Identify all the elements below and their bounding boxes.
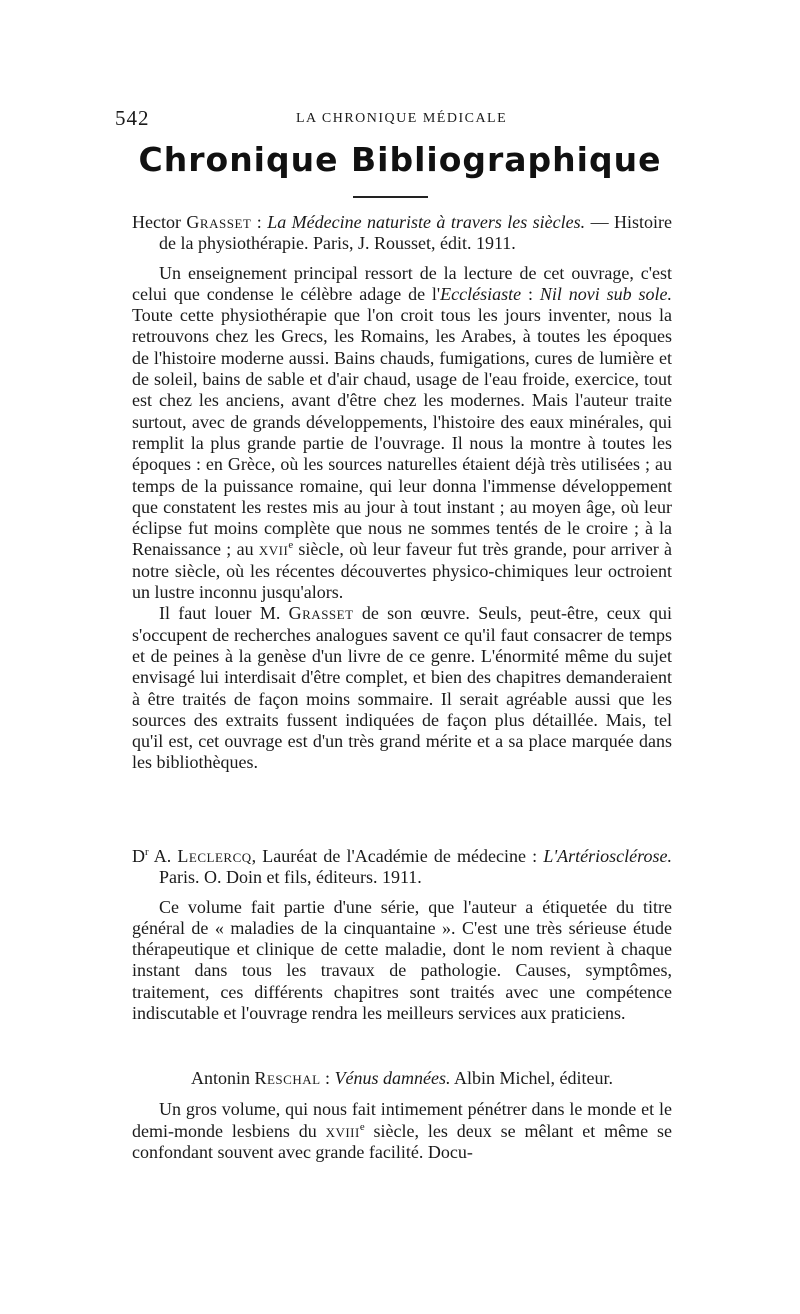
author-affiliation: , Lauréat de l'Académie de médecine : xyxy=(251,846,544,866)
author-first-name: Hector xyxy=(132,212,181,232)
author-first-name: Antonin xyxy=(190,1068,250,1088)
page-number: 542 xyxy=(115,106,150,130)
review-paragraph xyxy=(132,263,672,604)
review-leclercq xyxy=(132,846,672,1024)
century-numeral: xviii xyxy=(325,1120,360,1141)
author-first-name: A. xyxy=(148,846,178,866)
text-run: siècle, où leur faveur fut très grande, pour arriver à notre siècle, où les récentes découvertes physico-chimiques leur octroient un lustre inconnu jusqu'alors. xyxy=(132,539,673,603)
author-last-name: Leclercq xyxy=(177,846,252,866)
text-run: Toute cette physiothérapie que l'on croit tous les jours inventer, nous la retrouvons chez les Grecs, les Romains, les Arabes, à toutes les époques de l'histoire moderne aussi. Bains chauds, fumigations, cures de lumière et de soleil, bains de sable et d'air chaud, usage de l'eau froide, exercice, tout est chez les anciens, avant d'être chez les modernes. Mais l'auteur traite surtout, avec de grands développements, l'histoire des eaux minérales, qui remplit la plus grande partie de l'ouvrage. Il nous la montre à toutes les époques : en Grèce, où les sources naturelles étaient déjà très utilisées ; au temps de la puissance romaine, qui leur donna l'immense développement que constatent les restes mis au jour à tout instant ; au moyen âge, où leur éclipse fut moins complète que nous ne sommes tentés de le croire ; à la Renaissance ; au xyxy=(132,305,672,560)
author-name-sc: Grasset xyxy=(288,603,354,624)
bibliographic-entry xyxy=(132,846,672,889)
superscript: e xyxy=(288,539,294,552)
running-head xyxy=(0,106,800,130)
publication-details: Histoire de la physiothérapie. Paris, J. Rousset, édit. 1911. xyxy=(159,212,673,254)
text-run: Un gros volume, qui nous fait intimement pénétrer dans le monde et le demi-monde lesbiens du xyxy=(132,1099,672,1141)
superscript: e xyxy=(359,1120,365,1133)
superscript: r xyxy=(145,846,149,858)
author-last-name: Reschal xyxy=(254,1068,321,1088)
title-prefix: D xyxy=(132,846,145,866)
book-title: La Médecine naturiste à travers les siècles. xyxy=(267,212,586,232)
bibliographic-entry xyxy=(132,1068,672,1089)
dash: — xyxy=(585,212,609,232)
text-run: Un enseignement principal ressort de la lecture de cet ouvrage, c'est celui que condense le célèbre adage de l' xyxy=(132,262,672,304)
publication-details: Albin Michel, éditeur. xyxy=(450,1068,614,1088)
review-reschal xyxy=(132,1068,672,1163)
separator: : xyxy=(320,1068,335,1088)
author-last-name: Grasset xyxy=(186,212,252,232)
section-title: Chronique Bibliographique xyxy=(138,140,662,179)
text-run: Il faut louer M. xyxy=(159,603,289,624)
separator: : xyxy=(251,212,268,232)
publication-details: Paris. O. Doin et fils, éditeurs. 1911. xyxy=(159,867,422,888)
book-title: Vénus damnées. xyxy=(334,1068,451,1088)
text-run-italic: Ecclésiaste xyxy=(440,283,522,304)
century-numeral: xvii xyxy=(258,539,289,560)
book-title: L'Artériosclérose. xyxy=(543,846,672,866)
text-run: : xyxy=(521,283,540,304)
text-run: de son œuvre. Seuls, peut-être, ceux qui s'occupent de recherches analogues savent ce qu'il faut consacrer de temps et de peines à la genèse d'un livre de ce genre. L'énormité même du sujet envisagé lui interdisait d'être complet, et bien des chapitres demanderaient à être traités de façon moins sommaire. Il serait agréable aussi que les sources des extraits fussent indiquées de façon plus détaillée. Mais, tel qu'il est, cet ouvrage est d'un très grand mérite et a sa place marquée dans les bibliothèques. xyxy=(132,603,673,773)
review-paragraph: Ce volume fait partie d'une série, que l'auteur a étiquetée du titre général de « maladies de la cinquantaine ». C'est une très sérieuse étude thérapeutique et clinique de cette maladie, dont le nom revient à chaque instant dans tous les travaux de pathologie. Causes, symptômes, traitement, ces différents chapitres sont traités avec une compétence indiscutable et l'ouvrage rendra les meilleurs services aux praticiens. xyxy=(132,896,672,1024)
bibliographic-entry xyxy=(132,212,672,255)
review-paragraph xyxy=(132,1099,672,1163)
title-divider xyxy=(353,196,428,198)
review-grasset xyxy=(132,212,672,774)
journal-title: LA CHRONIQUE MÉDICALE xyxy=(296,111,508,126)
review-paragraph xyxy=(132,603,672,773)
text-run-italic: Nil novi sub sole. xyxy=(539,283,672,304)
text-run: siècle, les deux se mêlant et même se confondant souvent avec grande facilité. Docu- xyxy=(132,1120,672,1162)
